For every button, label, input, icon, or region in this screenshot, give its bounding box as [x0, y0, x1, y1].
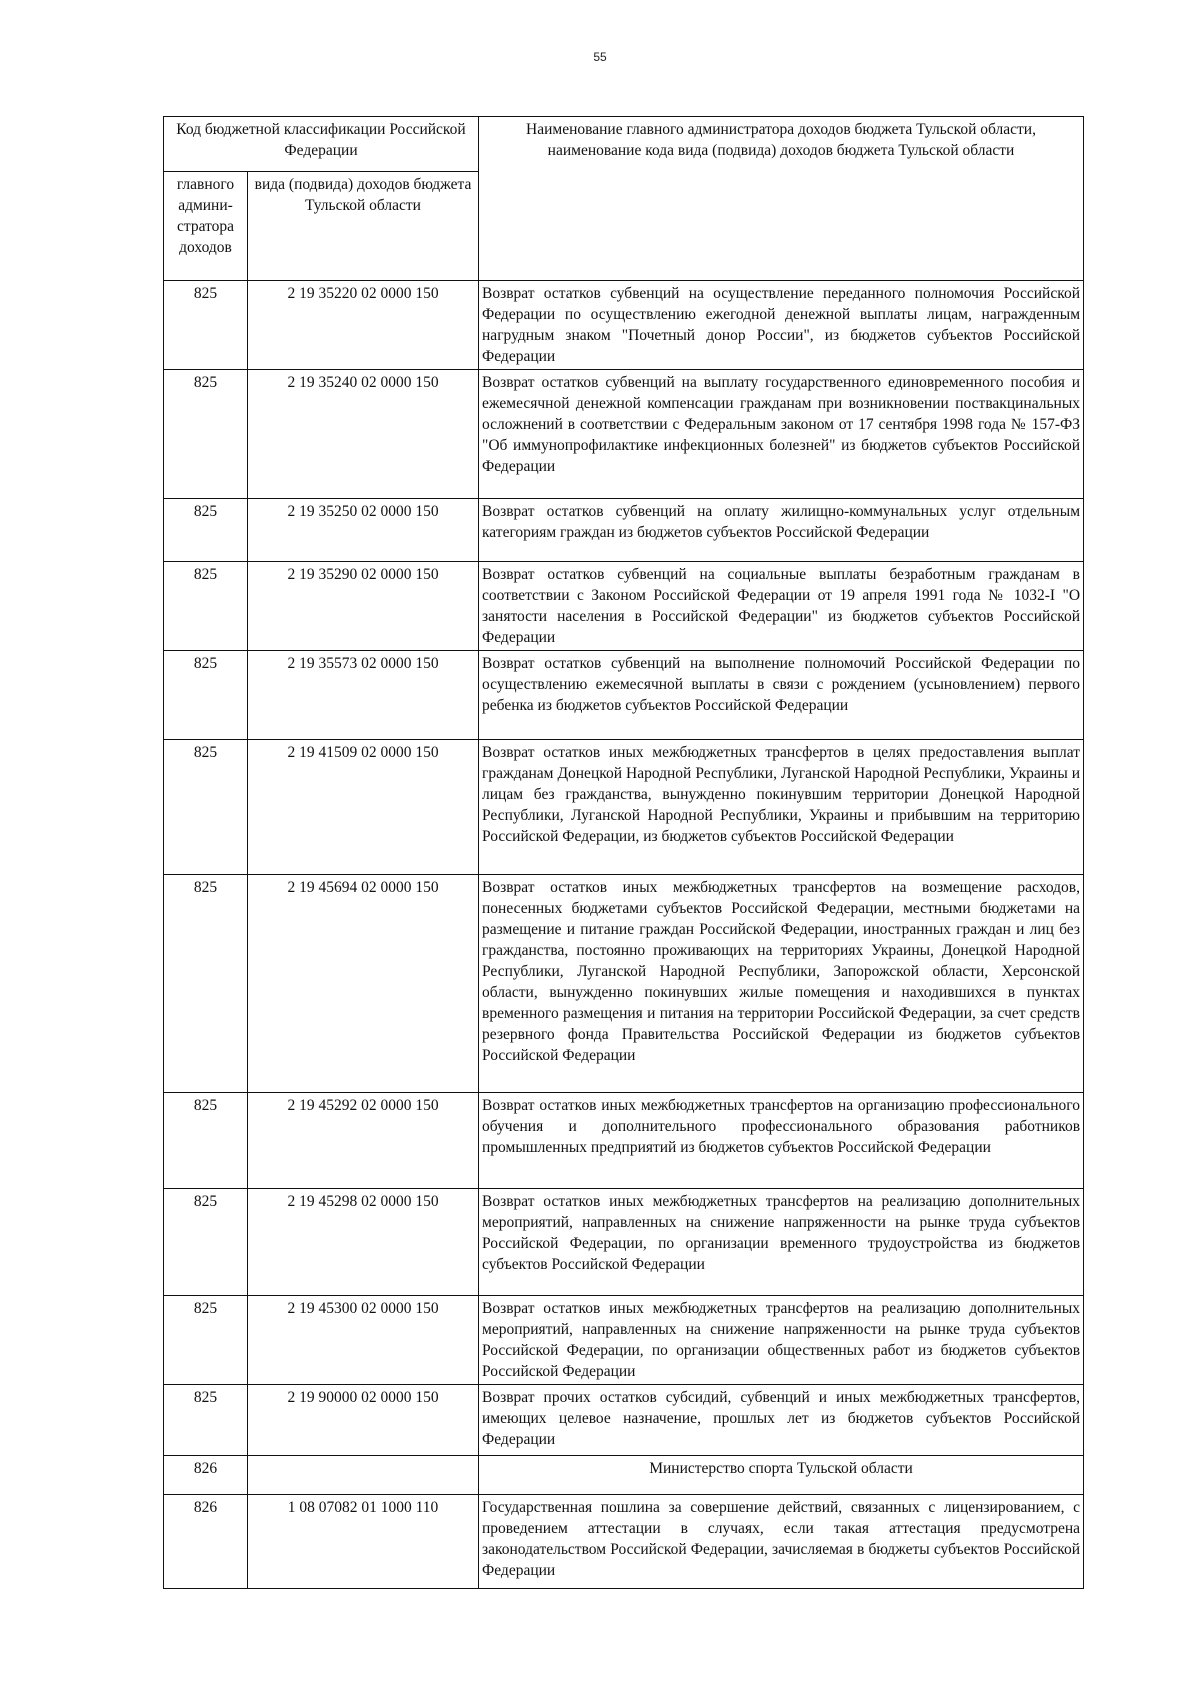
- header-admin-column: главного админи-стратора доходов: [164, 172, 248, 281]
- admin-code-cell: 825: [164, 1296, 248, 1385]
- table-row: [164, 1093, 1084, 1189]
- income-name-cell: Возврат остатков субвенций на социальные выплаты безработным гражданам в соответствии с Законом Российской Федерации от 19 апреля 1991 года № 1032-I "О занятости населения в Российской Федерации" из бюджетов субъектов Российской Федерации: [479, 562, 1084, 651]
- admin-code-cell: 825: [164, 740, 248, 875]
- table-row: [164, 875, 1084, 1093]
- income-name-cell: Возврат остатков субвенций на выплату государственного единовременного пособия и ежемесячной денежной компенсации гражданам при возникновении поствакцинальных осложнений в соответствии с Федеральным законом от 17 сентября 1998 года № 157-ФЗ "Об иммунопрофилактике инфекционных болезней" из бюджетов субъектов Российской Федерации: [479, 370, 1084, 499]
- table-row: [164, 281, 1084, 370]
- admin-code-cell: 825: [164, 370, 248, 499]
- income-code-cell: 2 19 41509 02 0000 150: [248, 740, 479, 875]
- income-code-cell: 2 19 35240 02 0000 150: [248, 370, 479, 499]
- income-name-cell: Возврат остатков субвенций на выполнение полномочий Российской Федерации по осуществлению ежемесячной выплаты в связи с рождением (усыновлением) первого ребенка из бюджетов субъектов Российской Федерации: [479, 651, 1084, 740]
- income-name-cell: Возврат остатков субвенций на оплату жилищно-коммунальных услуг отдельным категориям граждан из бюджетов субъектов Российской Федерации: [479, 499, 1084, 562]
- table-row: [164, 1385, 1084, 1456]
- admin-code-cell: 825: [164, 875, 248, 1093]
- admin-code-cell: 825: [164, 651, 248, 740]
- income-code-cell: 2 19 45300 02 0000 150: [248, 1296, 479, 1385]
- income-name-cell: Возврат остатков иных межбюджетных трансфертов на возмещение расходов, понесенных бюджетами субъектов Российской Федерации, местными бюджетами на размещение и питание граждан Российской Федерации, иностранных граждан и лиц без гражданства, постоянно проживающих на территориях Украины, Донецкой Народной Республики, Луганской Народной Республики, Запорожской области, Херсонской области, вынужденно покинувших жилые помещения и находившихся в пунктах временного размещения и питания на территории Российской Федерации, за счет средств резервного фонда Правительства Российской Федерации из бюджетов субъектов Российской Федерации: [479, 875, 1084, 1093]
- table-row: [164, 1456, 1084, 1495]
- admin-code-cell: 826: [164, 1495, 248, 1589]
- income-code-cell: 2 19 45298 02 0000 150: [248, 1189, 479, 1296]
- income-name-cell: Возврат остатков иных межбюджетных трансфертов на реализацию дополнительных мероприятий, направленных на снижение напряженности на рынке труда субъектов Российской Федерации, по организации общественных работ из бюджетов субъектов Российской Федерации: [479, 1296, 1084, 1385]
- income-name-cell: Возврат остатков субвенций на осуществление переданного полномочия Российской Федерации по осуществлению ежегодной денежной выплаты лицам, награжденным нагрудным знаком "Почетный донор России", из бюджетов субъектов Российской Федерации: [479, 281, 1084, 370]
- income-code-cell: 2 19 35250 02 0000 150: [248, 499, 479, 562]
- admin-code-cell: 825: [164, 562, 248, 651]
- income-code-cell: 2 19 90000 02 0000 150: [248, 1385, 479, 1456]
- table-row: [164, 651, 1084, 740]
- income-name-cell: Государственная пошлина за совершение действий, связанных с лицензированием, с проведением аттестации в случаях, если такая аттестация предусмотрена законодательством Российской Федерации, зачисляемая в бюджеты субъектов Российской Федерации: [479, 1495, 1084, 1589]
- page-number: 55: [593, 50, 607, 64]
- admin-code-cell: 825: [164, 499, 248, 562]
- header-code-column: вида (подвида) доходов бюджета Тульской области: [248, 172, 479, 281]
- header-code-group: Код бюджетной классификации Российской Федерации: [164, 117, 479, 172]
- table-row: [164, 1495, 1084, 1589]
- income-name-cell: Возврат остатков иных межбюджетных трансфертов в целях предоставления выплат гражданам Донецкой Народной Республики, Луганской Народной Республики, Украины и лицам без гражданства, вынужденно покинувшим территории Донецкой Народной Республики, Луганской Народной Республики, Украины и прибывшим на территорию Российской Федерации, из бюджетов субъектов Российской Федерации: [479, 740, 1084, 875]
- table-row: [164, 1189, 1084, 1296]
- table-row: [164, 499, 1084, 562]
- income-code-cell: 2 19 35290 02 0000 150: [248, 562, 479, 651]
- income-code-cell: 1 08 07082 01 1000 110: [248, 1495, 479, 1589]
- admin-code-cell: 825: [164, 281, 248, 370]
- income-name-cell: Возврат остатков иных межбюджетных трансфертов на реализацию дополнительных мероприятий, направленных на снижение напряженности на рынке труда субъектов Российской Федерации, по организации временного трудоустройства из бюджетов субъектов Российской Федерации: [479, 1189, 1084, 1296]
- income-code-cell: 2 19 45292 02 0000 150: [248, 1093, 479, 1189]
- admin-code-cell: 825: [164, 1189, 248, 1296]
- income-name-cell: Возврат прочих остатков субсидий, субвенций и иных межбюджетных трансфертов, имеющих целевое назначение, прошлых лет из бюджетов субъектов Российской Федерации: [479, 1385, 1084, 1456]
- table-row: [164, 562, 1084, 651]
- admin-code-cell: 825: [164, 1093, 248, 1189]
- table-row: [164, 370, 1084, 499]
- income-code-cell: 2 19 45694 02 0000 150: [248, 875, 479, 1093]
- admin-code-cell: 825: [164, 1385, 248, 1456]
- income-code-cell: 2 19 35573 02 0000 150: [248, 651, 479, 740]
- admin-code-cell: 826: [164, 1456, 248, 1495]
- income-code-cell: [248, 1456, 479, 1495]
- income-name-cell: Возврат остатков иных межбюджетных трансфертов на организацию профессионального обучения и дополнительного профессионального образования работников промышленных предприятий из бюджетов субъектов Российской Федерации: [479, 1093, 1084, 1189]
- table-header: [164, 117, 1084, 281]
- table-row: [164, 740, 1084, 875]
- header-name-column: Наименование главного администратора доходов бюджета Тульской области, наименование кода вида (подвида) доходов бюджета Тульской области: [479, 117, 1084, 281]
- budget-classification-table: [163, 116, 1084, 1589]
- table-body: [164, 281, 1084, 1589]
- table-row: [164, 1296, 1084, 1385]
- income-code-cell: 2 19 35220 02 0000 150: [248, 281, 479, 370]
- ministry-name-cell: Министерство спорта Тульской области: [479, 1456, 1084, 1495]
